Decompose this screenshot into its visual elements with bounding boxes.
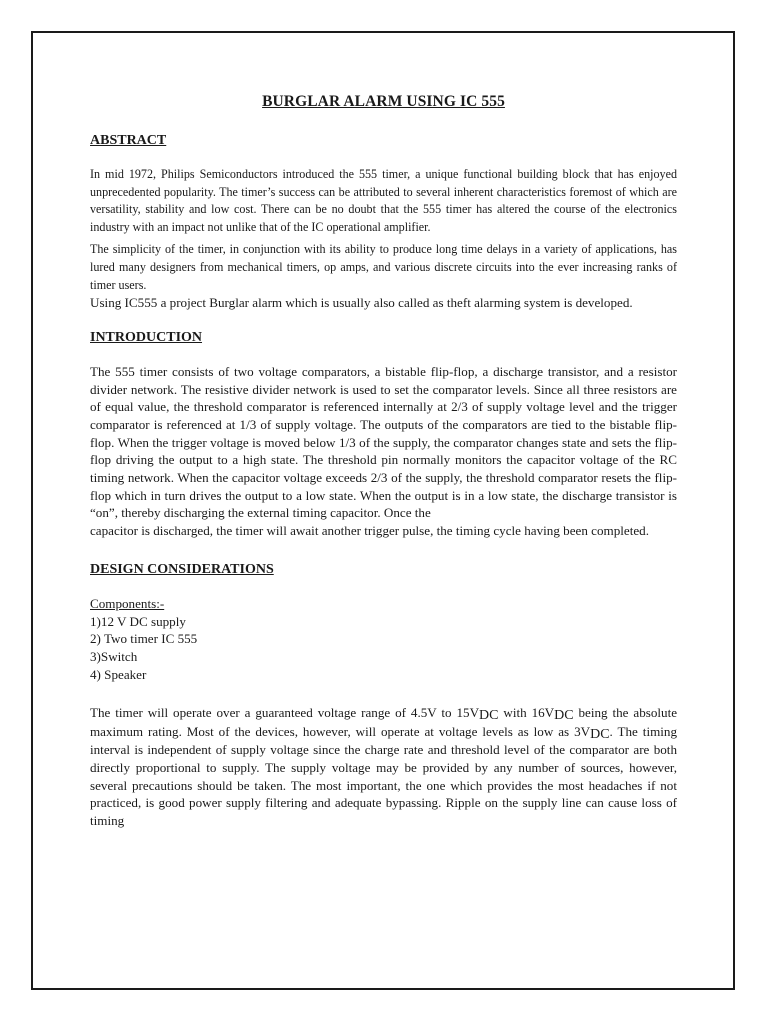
design-text-2: with 16V bbox=[498, 704, 555, 720]
components-heading: Components:- bbox=[90, 595, 165, 611]
abstract-paragraph-2: The simplicity of the timer, in conjunction with its ability to produce long time delays in a variety of applications, has lured many designers from mechanical timers, op amps, and various discrete circuits into the ever increasing ranks of timer users. bbox=[90, 242, 677, 292]
dc-subscript: DC bbox=[554, 707, 574, 723]
design-considerations-heading: DESIGN CONSIDERATIONS bbox=[90, 561, 274, 577]
components-list bbox=[90, 595, 677, 684]
document-title: BURGLAR ALARM USING IC 555 bbox=[262, 93, 505, 110]
abstract-paragraph-1: In mid 1972, Philips Semiconductors introduced the 555 timer, a unique functional building block that has enjoyed unprecedented popularity. The timer’s success can be attributed to several inherent characteristics foremost of which are versatility, stability and low cost. There can be no doubt that the 555 timer has altered the course of the electronics industry with an impact not unlike that of the IC operational amplifier. bbox=[90, 167, 677, 234]
dc-subscript: DC bbox=[479, 707, 499, 723]
design-text-4: . The timing interval is independent of supply voltage since the charge rate and threshold level of the comparator are both directly proportional to supply. The supply voltage may be provided by any number of sources, however, several precautions should be taken. The most important, the one which provides the most headaches if not practiced, is good power supply filtering and adequate bypassing. Ripple on the supply line can cause loss of timing bbox=[90, 723, 677, 829]
design-paragraph bbox=[90, 704, 677, 830]
introduction-paragraph: The 555 timer consists of two voltage comparators, a bistable flip-flop, a discharge transistor, and a resistor divider network. The resistive divider network is used to set the comparator levels. Since all three resistors are of equal value, the threshold comparator is referenced internally at 2/3 of supply voltage level and the trigger comparator is referenced at 1/3 of supply voltage. The outputs of the comparators are tied to the bistable flip-flop. When the trigger voltage is moved below 1/3 of the supply, the comparator changes state and sets the flip-flop driving the output to a high state. The threshold pin normally monitors the capacitor voltage of the RC timing network. When the capacitor voltage exceeds 2/3 of the supply, the threshold comparator resets the flip-flop which in turn drives the output to a low state. When the output is in a low state, the discharge transistor is “on”, thereby discharging the external timing capacitor. Once the bbox=[90, 363, 677, 521]
document-body bbox=[90, 93, 677, 830]
design-text-3: being the absolute maximum rating. Most of the devices, however, will operate at voltage levels as low as 3V bbox=[90, 704, 678, 739]
component-item: 2) Two timer IC 555 bbox=[90, 631, 198, 647]
component-item: 3)Switch bbox=[90, 649, 138, 665]
component-item: 4) Speaker bbox=[90, 667, 147, 683]
abstract-heading: ABSTRACT bbox=[90, 133, 167, 148]
abstract-paragraph-2-end: Using IC555 a project Burglar alarm which is usually also called as theft alarming system is developed. bbox=[90, 295, 633, 311]
introduction-heading: INTRODUCTION bbox=[90, 329, 203, 345]
introduction-paragraph-end: capacitor is discharged, the timer will await another trigger pulse, the timing cycle having been completed. bbox=[90, 523, 649, 539]
dc-subscript: DC bbox=[590, 726, 610, 742]
design-text-1: The timer will operate over a guaranteed voltage range of 4.5V to 15V bbox=[90, 704, 480, 720]
component-item: 1)12 V DC supply bbox=[90, 613, 186, 629]
